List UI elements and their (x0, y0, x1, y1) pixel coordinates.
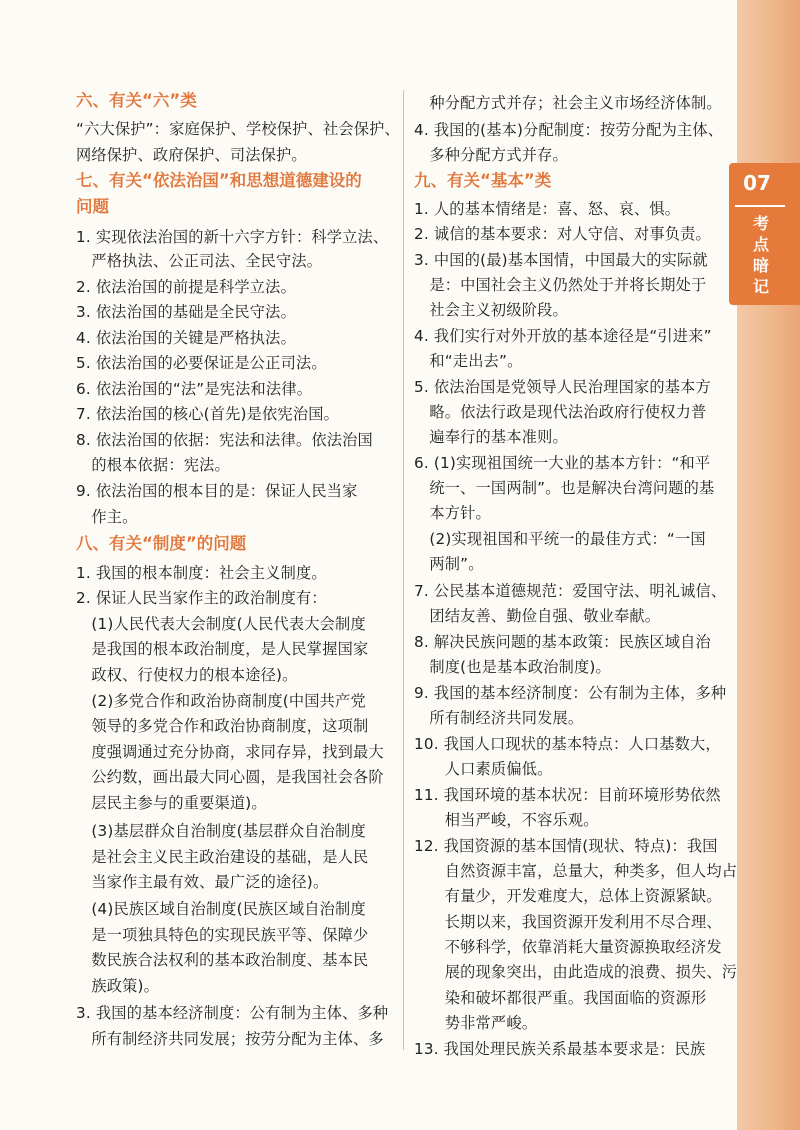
list-item-cont: 种分配方式并存；社会主义市场经济体制。 (414, 94, 722, 112)
list-item: 5. 依法治国是党领导人民治理国家的基本方 (414, 378, 711, 396)
list-item-cont: 遍奉行的基本准则。 (414, 428, 568, 446)
list-item-cont: 长期以来，我国资源开发利用不尽合理、 (414, 913, 722, 931)
list-item: 7. 依法治国的核心(首先)是依宪治国。 (76, 405, 339, 423)
list-item-cont: 展的现象突出，由此造成的浪费、损失、污 (414, 963, 738, 981)
list-item: 8. 解决民族问题的基本政策：民族区域自治 (414, 633, 711, 651)
list-item-cont: 的根本依据：宪法。 (76, 456, 230, 474)
list-item: 3. 中国的(最)基本国情，中国最大的实际就 (414, 251, 708, 269)
section-heading-7-cont: 问题 (76, 197, 109, 216)
list-item: 7. 公民基本道德规范：爱国守法、明礼诚信、 (414, 582, 727, 600)
list-item: 2. 诚信的基本要求：对人守信、对事负责。 (414, 225, 711, 243)
chapter-tab-divider (735, 205, 785, 207)
list-item: 3. 依法治国的基础是全民守法。 (76, 303, 296, 321)
list-item-cont: 多种分配方式并存。 (414, 146, 568, 164)
sub-item-cont: 族政策)。 (76, 977, 160, 995)
sub-item-cont: 两制”。 (414, 555, 484, 573)
list-item: 4. 我们实行对外开放的基本途径是“引进来” (414, 327, 712, 345)
list-item: 1. 实现依法治国的新十六字方针：科学立法、 (76, 228, 389, 246)
list-item: 6. (1)实现祖国统一大业的基本方针：“和平 (414, 454, 711, 472)
list-item: 2. 依法治国的前提是科学立法。 (76, 278, 296, 296)
list-item-cont: 所有制经济共同发展。 (414, 709, 584, 727)
sub-item-cont: 是社会主义民主政治建设的基础，是人民 (76, 848, 369, 866)
sub-item: (2)实现祖国和平统一的最佳方式：“一国 (414, 530, 706, 548)
sub-item: (2)多党合作和政治协商制度(中国共产党 (76, 692, 366, 710)
section-heading-8: 八、有关“制度”的问题 (76, 534, 247, 553)
list-item-cont: 不够科学，依靠消耗大量资源换取经济发 (414, 938, 722, 956)
list-item-cont: 自然资源丰富，总量大，种类多，但人均占 (414, 862, 738, 880)
section-heading-6: 六、有关“六”类 (76, 91, 197, 110)
sub-item-cont: 领导的多党合作和政治协商制度，这项制 (76, 717, 369, 735)
list-item: 9. 依法治国的根本目的是：保证人民当家 (76, 482, 358, 500)
list-item-cont: 势非常严峻。 (414, 1014, 538, 1032)
list-item-cont: 染和破坏都很严重。我国面临的资源形 (414, 989, 707, 1007)
list-item-cont: 社会主义初级阶段。 (414, 301, 568, 319)
text-line: 网络保护、政府保护、司法保护。 (76, 146, 307, 164)
list-item-cont: 严格执法、公正司法、全民守法。 (76, 252, 323, 270)
list-item-cont: 本方针。 (414, 504, 491, 522)
sub-item-cont: 数民族合法权利的基本政治制度、基本民 (76, 951, 369, 969)
list-item-cont: 是：中国社会主义仍然处于并将长期处于 (414, 276, 707, 294)
sub-item-cont: 当家作主最有效、最广泛的途径)。 (76, 873, 329, 891)
list-item: 2. 保证人民当家作主的政治制度有： (76, 589, 327, 607)
chapter-title: 考 点 暗 记 (752, 214, 769, 296)
list-item-cont: 略。依法行政是现代法治政府行使权力普 (414, 403, 707, 421)
sub-item: (1)人民代表大会制度(人民代表大会制度 (76, 615, 366, 633)
list-item: 5. 依法治国的必要保证是公正司法。 (76, 354, 327, 372)
list-item: 6. 依法治国的“法”是宪法和法律。 (76, 380, 313, 398)
list-item: 9. 我国的基本经济制度：公有制为主体，多种 (414, 684, 727, 702)
list-item-cont: 有量少，开发难度大，总体上资源紧缺。 (414, 887, 722, 905)
list-item: 1. 我国的根本制度：社会主义制度。 (76, 564, 327, 582)
chapter-tab (729, 163, 800, 305)
list-item: 4. 依法治国的关键是严格执法。 (76, 329, 296, 347)
list-item: 10. 我国人口现状的基本特点：人口基数大， (414, 735, 721, 753)
list-item-cont: 统一、一国两制”。也是解决台湾问题的基 (414, 479, 715, 497)
list-item-cont: 制度(也是基本政治制度)。 (414, 658, 611, 676)
list-item: 1. 人的基本情绪是：喜、怒、哀、惧。 (414, 200, 681, 218)
list-item-cont: 和“走出去”。 (414, 352, 523, 370)
sub-item-cont: 公约数，画出最大同心圆，是我国社会各阶 (76, 768, 384, 786)
column-divider (403, 90, 404, 1050)
section-heading-7: 七、有关“依法治国”和思想道德建设的 (76, 171, 362, 190)
list-item: 11. 我国环境的基本状况：目前环境形势依然 (414, 786, 721, 804)
list-item-cont: 团结友善、勤俭自强、敬业奉献。 (414, 607, 661, 625)
sub-item-cont: 是一项独具特色的实现民族平等、保障少 (76, 926, 369, 944)
sub-item-cont: 是我国的根本政治制度，是人民掌握国家 (76, 640, 369, 658)
sub-item-cont: 层民主参与的重要渠道)。 (76, 794, 267, 812)
text-line: “六大保护”：家庭保护、学校保护、社会保护、 (76, 120, 400, 138)
list-item: 3. 我国的基本经济制度：公有制为主体、多种 (76, 1004, 389, 1022)
chapter-number: 07 (743, 171, 771, 195)
sub-item-cont: 政权、行使权力的根本途径)。 (76, 666, 298, 684)
list-item: 8. 依法治国的依据：宪法和法律。依法治国 (76, 431, 373, 449)
sub-item: (3)基层群众自治制度(基层群众自治制度 (76, 822, 366, 840)
list-item-cont: 人口素质偏低。 (414, 760, 553, 778)
list-item-cont: 相当严峻，不容乐观。 (414, 811, 599, 829)
list-item-cont: 作主。 (76, 508, 138, 526)
list-item: 12. 我国资源的基本国情(现状、特点)：我国 (414, 837, 718, 855)
list-item: 4. 我国的(基本)分配制度：按劳分配为主体、 (414, 121, 724, 139)
list-item-cont: 所有制经济共同发展；按劳分配为主体、多 (76, 1030, 384, 1048)
section-heading-9: 九、有关“基本”类 (414, 171, 552, 190)
sub-item: (4)民族区域自治制度(民族区域自治制度 (76, 900, 366, 918)
list-item: 13. 我国处理民族关系最基本要求是：民族 (414, 1040, 706, 1058)
sub-item-cont: 度强调通过充分协商，求同存异，找到最大 (76, 743, 384, 761)
